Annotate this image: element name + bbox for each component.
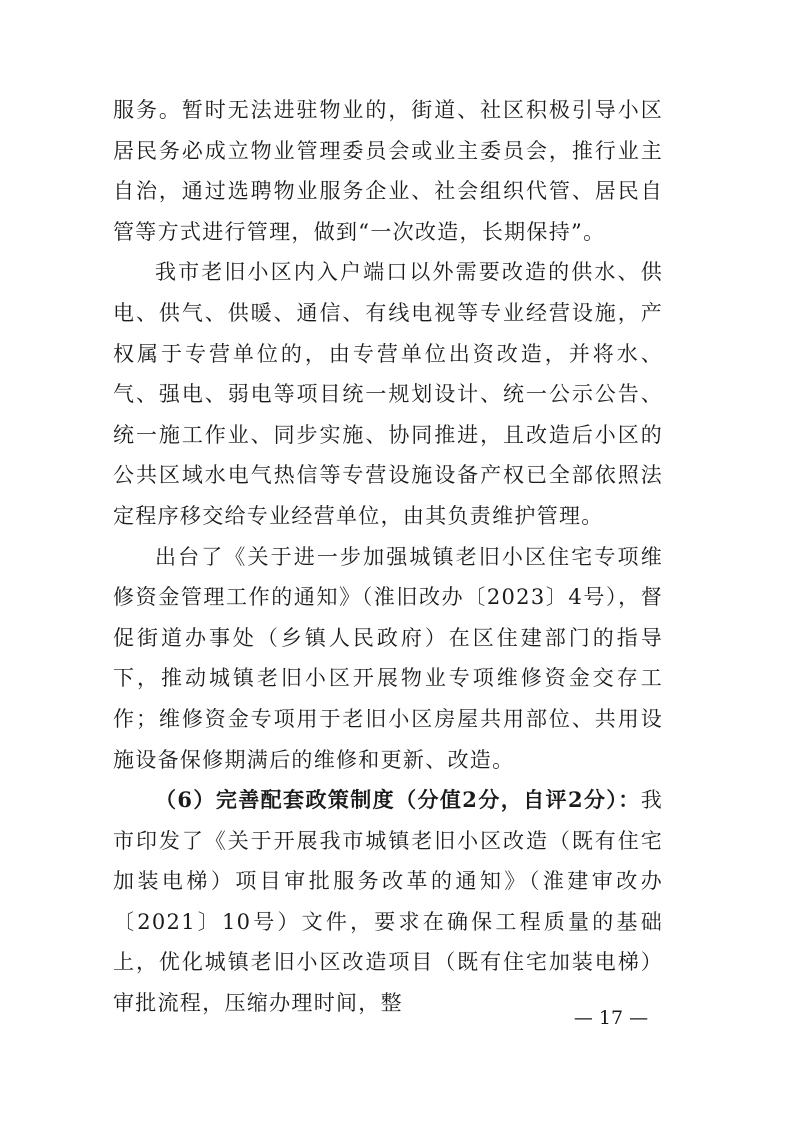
- section-6-body: 我市印发了《关于开展我市城镇老旧小区改造（既有住宅加装电梯）项目审批服务改革的通知》（淮建审改办〔2021〕10号）文件，要求在确保工程质量的基础上，优化城镇老旧小区改造项目（既有住宅加装电梯）审批流程，压缩办理时间，整: [113, 788, 663, 1016]
- page-number: — 17 —: [573, 1007, 649, 1029]
- paragraph-continuation: 服务。暂时无法进驻物业的，街道、社区积极引导小区居民务必成立物业管理委员会或业主委员会，推行业主自治，通过选聘物业服务企业、社会组织代管、居民自管等方式进行管理，做到“一次改造，长期保持”。: [113, 98, 663, 244]
- paragraph-section-6: [113, 780, 663, 1024]
- paragraph-maintenance-fund: 出台了《关于进一步加强城镇老旧小区住宅专项维修资金管理工作的通知》（淮旧改办〔2023〕4号），督促街道办事处（乡镇人民政府）在区住建部门的指导下，推动城镇老旧小区开展物业专项维修资金交存工作；维修资金专项用于老旧小区房屋共用部位、共用设施设备保修期满后的维修和更新、改造。: [113, 544, 663, 772]
- paragraph-utilities: 我市老旧小区内入户端口以外需要改造的供水、供电、供气、供暖、通信、有线电视等专业经营设施，产权属于专营单位的，由专营单位出资改造，并将水、气、强电、弱电等项目统一规划设计、统一公示公告、统一施工作业、同步实施、协同推进，且改造后小区的公共区域水电气热信等专营设施设备产权已全部依照法定程序移交给专业经营单位，由其负责维护管理。: [113, 260, 663, 528]
- section-6-heading: （6）完善配套政策制度（分值2分，自评2分）：: [155, 787, 641, 813]
- document-body: [113, 90, 663, 1024]
